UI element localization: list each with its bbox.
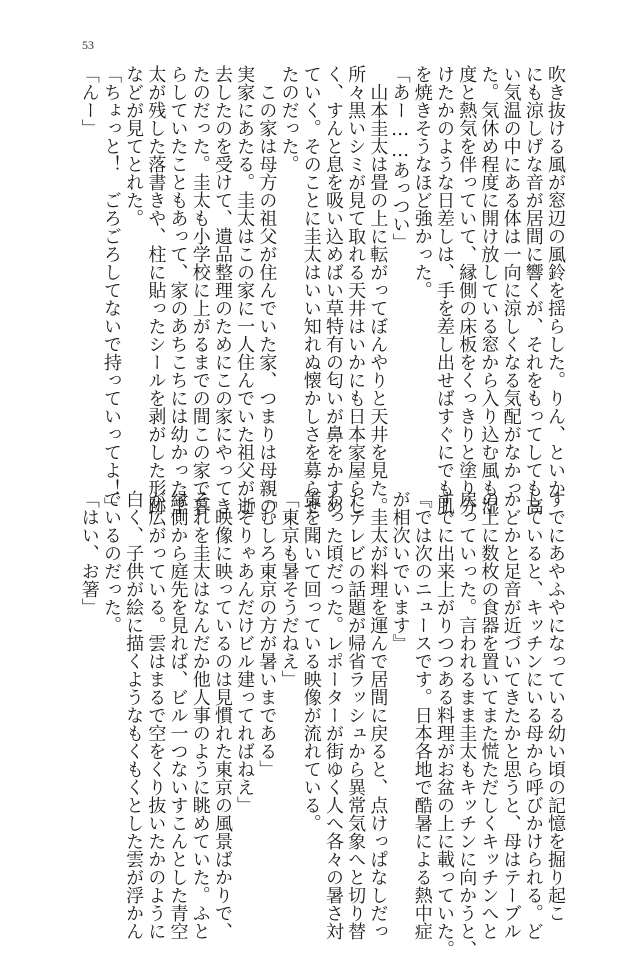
text-line: たのだった。圭太も小学校に上がるまでの間この家で暮 — [189, 65, 211, 515]
text-line: 『では次のニュースです。日本各地で酷暑による熱中症 — [411, 490, 433, 940]
text-line: が広がっている。雲はまるで空をくり抜いたかのように — [145, 490, 167, 940]
text-line: 白く、子供が絵に描くようなもくもくとした雲が浮かん — [123, 490, 145, 940]
text-line: が相次いでいます』 — [389, 490, 411, 652]
text-line: けたかのような日差しは、手を差し出せばすぐにでも肌 — [433, 65, 455, 515]
page-number: 53 — [82, 38, 94, 52]
text-line: 所々黒いシミが見て取れる天井はいかにも日本家屋らし — [345, 65, 367, 515]
text-line: 策を聞いて回っている映像が流れている。 — [300, 490, 322, 832]
text-line: でいるのだった。 — [100, 490, 122, 634]
text-line: ていく。そのことに圭太はいい知れぬ懐かしさを募らせ — [300, 65, 322, 515]
text-line: た。気休め程度に開け放している窓から入り込む風も湿 — [478, 65, 500, 515]
text-line: 太が残した落書きや、柱に貼ったシールを剥がした形跡 — [145, 65, 167, 515]
text-line: 映像に映っているのは見慣れた東京の風景ばかりで、 — [211, 490, 233, 940]
text-line: 実家にあたる。圭太はこの家に一人住んでいた祖父が逝 — [234, 65, 256, 515]
text-line: 圭太が料理を運んで居間に戻ると、点けっぱなしだっ — [367, 490, 389, 940]
text-line: の上に数枚の食器を置いてまた慌ただしくキッチンへと — [478, 490, 500, 940]
text-line: それを圭太はなんだか他人事のように眺めていた。ふと — [189, 490, 211, 940]
text-line: 縁側から庭先を見れば、ビル一つないすこんとした青空 — [167, 490, 189, 940]
text-line: たテレビの話題が帰省ラッシュから異常気象へと切り替 — [345, 490, 367, 940]
text-line: を焼きそうなほど強かった。 — [411, 65, 433, 299]
text-line: にも涼しげな音が居間に響くが、それをもってしても高 — [522, 65, 544, 515]
text-line: かどかと足音が近づいてきたかと思うと、母はテーブル — [500, 490, 522, 940]
text-line: 山本圭太は畳の上に転がってぼんやりと天井を見た。 — [367, 65, 389, 515]
text-line: すでに出来上がりつつある料理がお盆の上に載っていた。 — [433, 490, 455, 958]
text-block-lower — [78, 490, 566, 958]
text-line: 「んー」 — [78, 65, 100, 137]
text-line: 「そりゃあんだけビル建ってればねえ」 — [234, 490, 256, 814]
text-line: 「はい、お箸」 — [78, 490, 100, 616]
text-line: わった頃だった。レポーターが街ゆく人へ各々の暑さ対 — [322, 490, 344, 940]
text-line: たのだった。 — [278, 65, 300, 173]
text-line: 「あー……あっつい」 — [389, 65, 411, 251]
text-line: 吹き抜ける風が窓辺の風鈴を揺らした。りん、といか — [545, 65, 566, 497]
text-line: していると、キッチンにいる母から呼びかけられる。ど — [522, 490, 544, 940]
text-line: らしていたこともあって、家のあちこちには幼かった圭 — [167, 65, 189, 515]
text-line: 度と熱気を伴っていて、縁側の床板をくっきりと塗り分 — [456, 65, 478, 515]
text-block-upper — [78, 65, 566, 515]
text-line: すでにあやふやになっている幼い頃の記憶を掘り起こ — [545, 490, 566, 922]
text-line: 「東京も暑そうだねえ」 — [278, 490, 300, 688]
text-line: く、すんと息を吸い込めばい草特有の匂いが鼻をかすめ — [322, 65, 344, 515]
text-line: この家は母方の祖父が住んでいた家、つまりは母親の — [256, 65, 278, 515]
text-line: 去したのを受けて、遺品整理のためにこの家にやってき — [211, 65, 233, 515]
text-line: 「むしろ東京の方が暑いまである」 — [256, 490, 278, 778]
text-line: い気温の中にある体は一向に涼しくなる気配がなかっ — [500, 65, 522, 497]
text-line: などが見てとれた。 — [123, 65, 145, 227]
text-line: 戻っていった。言われるまま圭太もキッチンに向かうと、 — [456, 490, 478, 958]
text-line: 「ちょっと！ ごろごろしてないで持っていってよ！」 — [100, 65, 122, 515]
